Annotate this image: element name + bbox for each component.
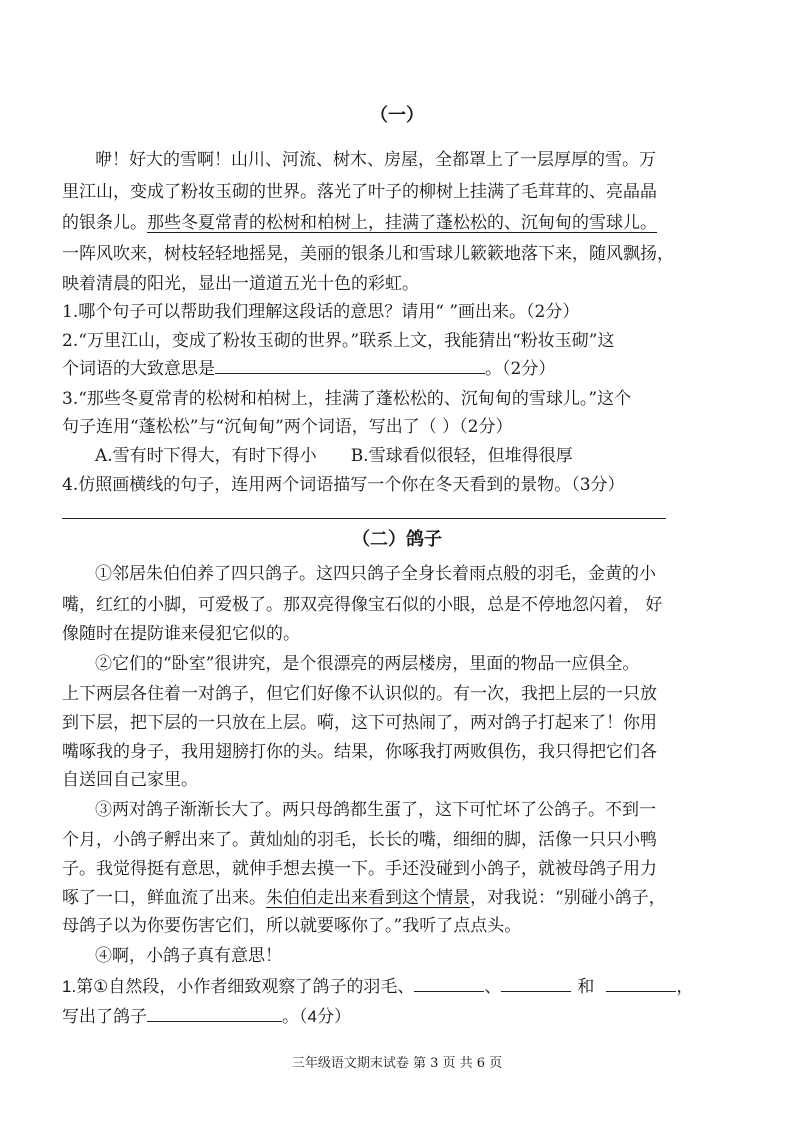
p3-line-4-text: 啄了一口，鲜血流了出来。 [62, 888, 266, 908]
passage1-line-3-text: 的银条儿。 [62, 213, 147, 233]
p2-line-2: 上下两层各住着一对鸽子，但它们好像不认识似的。有一次，我把上层的一只放 [62, 684, 657, 704]
p2-line-5: 自送回自己家里。 [62, 770, 198, 790]
p3-line-4 [62, 886, 738, 910]
s2-question-1-line2 [62, 1005, 738, 1029]
answer-line-q4[interactable] [62, 518, 666, 519]
p3-line-5: 母鸽子以为你要伤害它们，所以就要啄你了。”我听了点点头。 [62, 916, 522, 936]
underlined-sentence: 那些冬夏常青的松树和柏树上，挂满了蓬松松的、沉甸甸的雪球儿。 [147, 213, 657, 233]
answer-blank-3[interactable] [606, 975, 676, 992]
p1-line-1: ①邻居朱伯伯养了四只鸽子。这四只鸽子全身长着雨点般的羽毛，金黄的小 [95, 564, 656, 584]
p4-line: ④啊，小鸽子真有意思！ [95, 946, 282, 966]
p3-line-1: ③两对鸽子渐渐长大了。两只母鸽都生蛋了，这下可忙坏了公鸽子。不到一 [95, 800, 656, 820]
section2-title: （二）鸽子 [352, 529, 442, 550]
answer-blank-2[interactable] [501, 975, 571, 992]
s1-question-2-line2 [62, 357, 738, 381]
s2-question-1-mid: 写出了鸽子 [62, 1007, 147, 1026]
answer-blank-1[interactable] [414, 975, 484, 992]
p2-line-3: 到下层，把下层的一只放在上层。嗬，这下可热闹了，两对鸽子打起来了！你用 [62, 713, 657, 733]
passage1-line-2: 里江山，变成了粉妆玉砌的世界。落光了叶子的柳树上挂满了毛茸茸的、亮晶晶 [62, 182, 657, 202]
s1-question-2-suffix: 。（2分） [485, 359, 556, 379]
passage1-line-4: 一阵风吹来，树枝轻轻地摇晃，美丽的银条儿和雪球儿簌簌地落下来，随风飘扬， [62, 244, 674, 264]
separator-3: ， [676, 977, 694, 996]
option-a[interactable]: A.雪有时下得大，有时下得小 [95, 446, 317, 466]
answer-blank-q2[interactable] [215, 357, 485, 374]
passage1-line-5: 映着清晨的阳光，显出一道道五光十色的彩虹。 [62, 274, 419, 294]
p3-line-3: 子。我觉得挺有意思，就伸手想去摸一下。手还没碰到小鸽子，就被母鸽子用力 [62, 859, 657, 879]
p3-line-2: 个月，小鸽子孵出来了。黄灿灿的羽毛，长长的嘴，细细的脚，活像一只只小鸭 [62, 830, 657, 850]
separator-2: 和 [577, 977, 595, 996]
s1-question-4: 4.仿照画横线的句子，连用两个词语描写一个你在冬天看到的景物。（3分） [62, 475, 625, 495]
option-b[interactable]: B.雪球看似很轻，但堆得很厚 [350, 446, 573, 466]
section1-title: （一） [370, 105, 424, 126]
separator-1: 、 [484, 977, 502, 996]
s1-question-3-line1: 3.“那些冬夏常青的松树和柏树上，挂满了蓬松松的、沉甸甸的雪球儿。”这个 [62, 389, 632, 409]
p2-line-1: ②它们的“卧室”很讲究，是个很漂亮的两层楼房，里面的物品一应俱全。 [95, 654, 640, 674]
s1-question-2-prefix: 个词语的大致意思是 [62, 359, 215, 379]
underlined-phrase: 朱伯伯走出来看到这个情景 [266, 888, 470, 908]
passage1-line-3 [62, 211, 738, 235]
p1-line-2: 嘴，红红的小脚，可爱极了。那双亮得像宝石似的小眼，总是不停地忽闪着， 好 [62, 595, 663, 615]
s2-question-1-suffix: 。（4分） [282, 1007, 351, 1026]
s1-question-3-options [95, 444, 738, 468]
s2-question-1-prefix: 1.第①自然段，小作者细致观察了鸽子的羽毛、 [62, 977, 415, 996]
p3-line-4-end: ，对我说：“别碰小鸽子， [470, 888, 666, 908]
s1-question-3-line2: 句子连用“蓬松松”与“沉甸甸”两个词语，写出了（ ）（2分） [62, 417, 513, 437]
page-footer: 三年级语文期末试卷 第 3 页 共 6 页 [291, 1056, 503, 1071]
p1-line-3: 像随时在提防谁来侵犯它似的。 [62, 624, 300, 644]
s2-question-1-line1 [62, 975, 738, 999]
s1-question-2-line1: 2.“万里江山，变成了粉妆玉砌的世界。”联系上文，我能猜出“粉妆玉砌”这 [62, 331, 615, 351]
passage1-line-1: 咿！好大的雪啊！山川、河流、树木、房屋，全都罩上了一层厚厚的雪。万 [95, 150, 656, 170]
s1-question-1: 1.哪个句子可以帮助我们理解这段话的意思？请用“ ”画出来。（2分） [62, 302, 580, 322]
p2-line-4: 嘴啄我的身子，我用翅膀打你的头。结果，你啄我打两败俱伤，我只得把它们各 [62, 742, 657, 762]
answer-blank-4[interactable] [147, 1005, 282, 1022]
